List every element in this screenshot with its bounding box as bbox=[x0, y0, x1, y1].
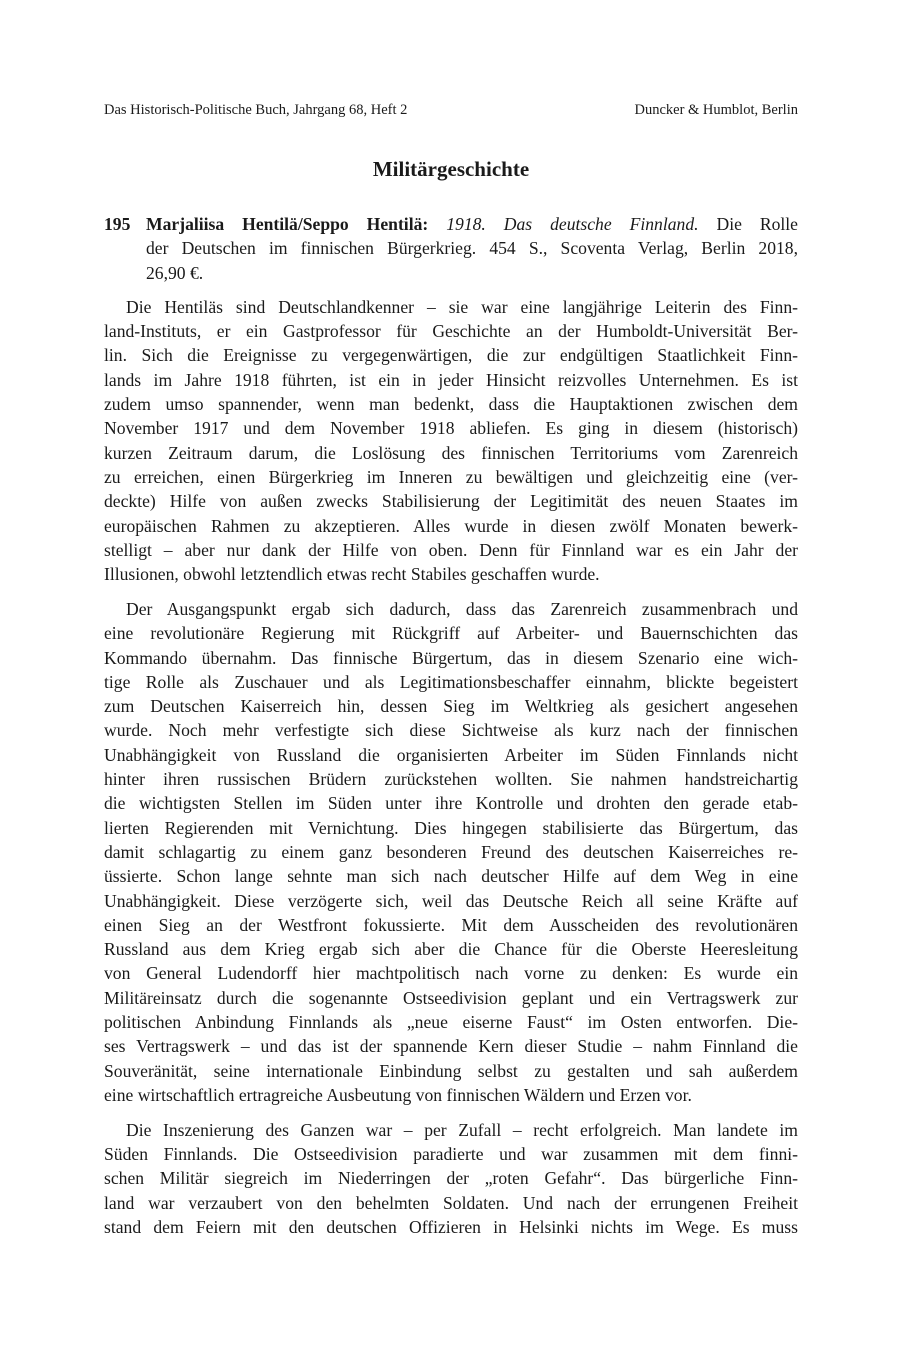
paragraph-line: kurzen Zeitraum darum, die Loslösung des finnischen Territoriums vom Zarenreich bbox=[104, 442, 798, 463]
paragraph-line: die wichtigsten Stellen im Süden unter ihre Kontrolle und drohten den gerade etab- bbox=[104, 793, 798, 814]
paragraph-line: lin. Sich die Ereignisse zu vergegenwärtigen, die zur endgültigen Staatlichkeit Finn- bbox=[104, 345, 798, 366]
paragraph-line: lands im Jahre 1918 führten, ist ein in jeder Hinsicht reizvolles Unternehmen. Es ist bbox=[104, 369, 798, 390]
paragraph bbox=[104, 1118, 798, 1239]
paragraph-line: Unabhängigkeit von Russland die organisierten Arbeiter im Süden Finnlands nicht bbox=[104, 744, 798, 765]
paragraph-line: Unabhängigkeit. Diese verzögerte sich, weil das Deutsche Reich all seine Kräfte auf bbox=[104, 890, 798, 911]
paragraph-line: stand dem Feiern mit den deutschen Offizieren in Helsinki nichts im Wege. Es muss bbox=[104, 1216, 798, 1237]
paragraph-line: Russland aus dem Krieg ergab sich aber die Chance für die Oberste Heeresleitung bbox=[104, 939, 798, 960]
entry-title: 1918. Das deutsche Finnland. bbox=[446, 214, 699, 234]
paragraph-line: stelligt – aber nur dank der Hilfe von oben. Denn für Finnland war es ein Jahr der bbox=[104, 539, 798, 560]
paragraph-line: Illusionen, obwohl letztendlich etwas recht Stabiles geschaffen wurde. bbox=[104, 564, 600, 585]
reference-line-1 bbox=[146, 212, 798, 236]
paragraph-line: zudem umso spannender, wenn man bedenkt, dass die Hauptaktionen zwischen dem bbox=[104, 394, 798, 415]
paragraph-line: hinter ihren russischen Brüdern zurückstehen wollten. Sie nahmen handstreichartig bbox=[104, 769, 798, 790]
paragraph-line: lierten Regierenden mit Vernichtung. Dies hingegen stabilisierte das Bürgertum, das bbox=[104, 817, 798, 838]
paragraph-line: Militäreinsatz durch die sogenannte Ostseedivision geplant und ein Vertragswerk zur bbox=[104, 987, 798, 1008]
review-entry bbox=[104, 212, 798, 1250]
paragraph-line: deckte) Hilfe von außen zwecks Stabilisierung der Legitimität des neuen Staates im bbox=[104, 491, 798, 512]
paragraph bbox=[104, 597, 798, 1107]
paragraph-line: einen Sieg an der Westfront fokussierte. Mit dem Ausscheiden des revolutionären bbox=[104, 914, 798, 935]
paragraph-line: politischen Anbindung Finnlands als „neue eiserne Faust“ im Osten entworfen. Die- bbox=[104, 1012, 798, 1032]
paragraph-line: europäischen Rahmen zu akzeptieren. Alles wurde in diesen zwölf Monaten bewerk- bbox=[104, 515, 798, 536]
paragraph-line: üssierte. Schon lange sehnte man sich nach deutscher Hilfe auf dem Weg in eine bbox=[104, 866, 798, 887]
paragraph-line: wurde. Noch mehr verfestigte sich diese Sichtweise als kurz nach der finnischen bbox=[104, 720, 798, 741]
reference-line-2: der Deutschen im finnischen Bürgerkrieg. 454 S., Scoventa Verlag, Berlin 2018, bbox=[146, 238, 798, 259]
paragraph-line: ses Vertragswerk – und das ist der spannende Kern dieser Studie – nahm Finnland die bbox=[104, 1036, 798, 1057]
running-header bbox=[104, 101, 798, 119]
paragraph-line: November 1917 und dem November 1918 abliefen. Es ging in diesem (historisch) bbox=[104, 418, 798, 439]
paragraph-line: zum Deutschen Kaiserreich hin, dessen Sieg im Weltkrieg als gesichert angesehen bbox=[104, 696, 798, 717]
paragraph-line: damit schlagartig zu einem ganz besonderen Freund des deutschen Kaiserreiches re- bbox=[104, 841, 798, 862]
paragraph-line: Die Inszenierung des Ganzen war – per Zufall – recht erfolgreich. Man landete im bbox=[126, 1119, 798, 1140]
paragraph-line: eine wirtschaftlich ertragreiche Ausbeutung von finnischen Wäldern und Erzen vor. bbox=[104, 1084, 692, 1105]
entry-authors: Marjaliisa Hentilä/Seppo Hentilä: bbox=[146, 214, 429, 234]
section-title: Militärgeschichte bbox=[372, 157, 530, 181]
paragraph-line: eine revolutionäre Regierung mit Rückgriff auf Arbeiter- und Bauernschichten das bbox=[104, 623, 798, 644]
publisher-name: Duncker & Humblot, Berlin bbox=[634, 102, 798, 118]
paragraph-line: tige Rolle als Zuschauer und als Legitimationsbeschaffer einnahm, blickte begeistert bbox=[104, 671, 798, 692]
paragraph-line: Süden Finnlands. Die Ostseedivision paradierte und war zusammen mit dem finni- bbox=[104, 1143, 798, 1164]
paragraph-line: Kommando übernahm. Das finnische Bürgertum, das in diesem Szenario eine wich- bbox=[104, 647, 798, 668]
paragraph-line: schen Militär siegreich im Niederringen der „roten Gefahr“. Das bürgerliche Finn- bbox=[104, 1168, 798, 1189]
paragraph-line: land war verzaubert von den behelmten Soldaten. Und nach der errungenen Freiheit bbox=[104, 1192, 798, 1213]
journal-citation: Das Historisch-Politische Buch, Jahrgang 68, Heft 2 bbox=[104, 102, 408, 118]
bibliographic-reference bbox=[104, 212, 798, 285]
paragraph-line: Souveränität, seine internationale Einbindung selbst zu gestalten und sah außerdem bbox=[104, 1060, 798, 1081]
paragraph-line: Die Hentiläs sind Deutschlandkenner – sie war eine langjährige Leiterin des Finn- bbox=[126, 296, 798, 317]
paragraph bbox=[104, 295, 798, 587]
paragraph-line: land-Instituts, er ein Gastprofessor für Geschichte an der Humboldt-Universität Ber- bbox=[104, 321, 798, 342]
entry-subtitle-start: Die Rolle bbox=[698, 214, 798, 234]
paragraph-line: von General Ludendorff hier machtpolitisch nach vorne zu denken: Es wurde ein bbox=[104, 963, 798, 984]
review-body bbox=[104, 295, 798, 1239]
reference-line-3: 26,90 €. bbox=[146, 262, 204, 283]
paragraph-line: zu erreichen, einen Bürgerkrieg im Inneren zu bewältigen und gleichzeitig eine (ver- bbox=[104, 466, 798, 487]
paragraph-line: Der Ausgangspunkt ergab sich dadurch, dass das Zarenreich zusammenbrach und bbox=[126, 598, 798, 619]
entry-number: 195 bbox=[104, 214, 131, 234]
